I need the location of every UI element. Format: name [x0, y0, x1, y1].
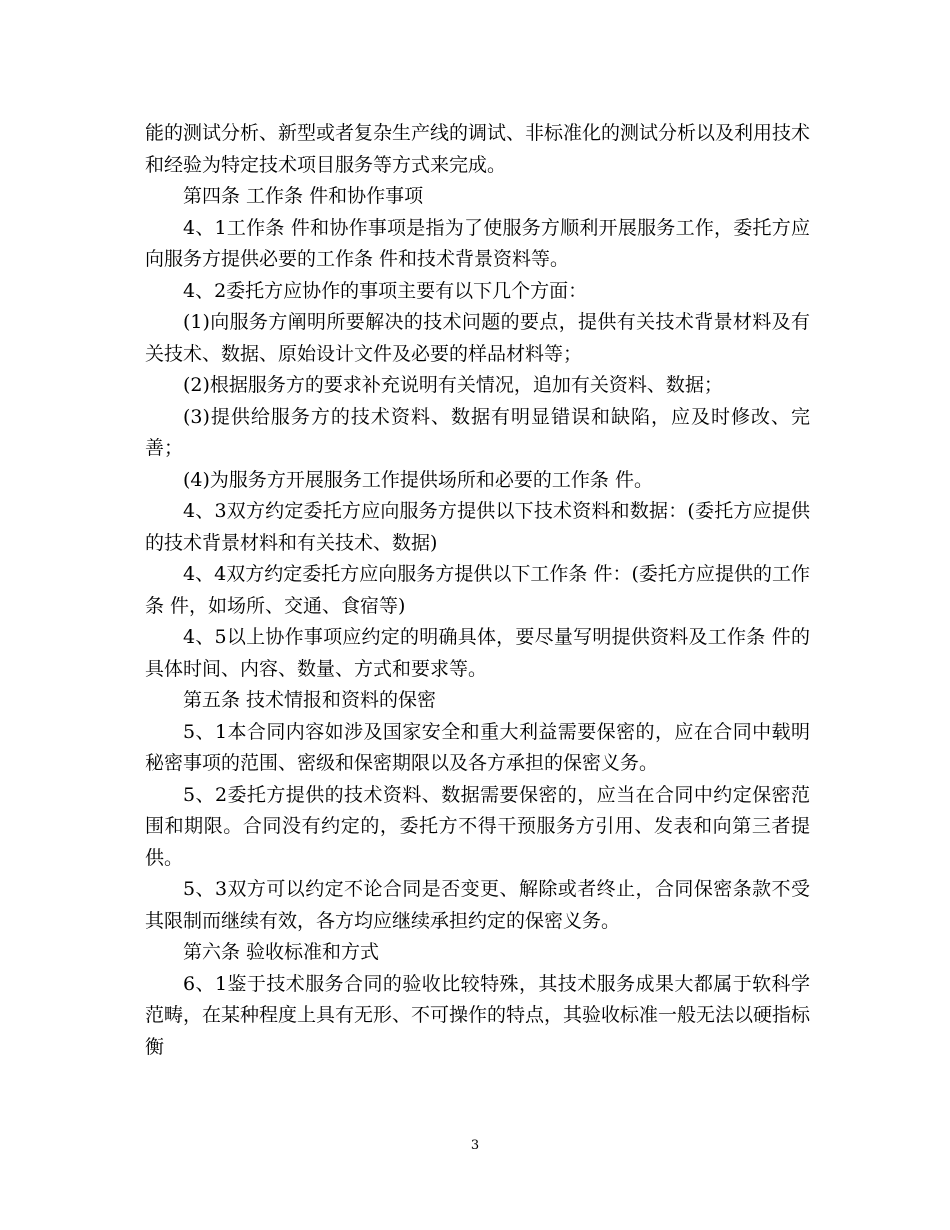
clause-4-3: 4、3双方约定委托方应向服务方提供以下技术资料和数据：(委托方应提供的技术背景材料和有关技术、数据)	[145, 500, 810, 554]
clause-4-4: 4、4双方约定委托方应向服务方提供以下工作条 件：(委托方应提供的工作条 件，如场所、交通、食宿等)	[145, 563, 810, 617]
list-item-2: (2)根据服务方的要求补充说明有关情况，追加有关资料、数据；	[183, 374, 723, 396]
article-heading-5: 第五条 技术情报和资料的保密	[183, 689, 437, 711]
list-item-4: (4)为服务方开展服务工作提供场所和必要的工作条 件。	[183, 468, 653, 491]
clause-4-1: 4、1工作条 件和协作事项是指为了使服务方顺利开展服务工作，委托方应向服务方提供必要的工作条 件和技术背景资料等。	[145, 216, 810, 270]
clause-6-1: 6、1鉴于技术服务合同的验收比较特殊，其技术服务成果大都属于软科学范畴，在某种程度上具有无形、不可操作的特点，其验收标准一般无法以硬指标衡	[145, 972, 811, 1058]
paragraph-continuation: 能的测试分析、新型或者复杂生产线的调试、非标准化的测试分析以及利用技术和经验为特定技术项目服务等方式来完成。	[145, 122, 811, 176]
clause-5-1: 5、1本合同内容如涉及国家安全和重大利益需要保密的，应在合同中载明秘密事项的范围、密级和保密期限以及各方承担的保密义务。	[145, 720, 810, 774]
clause-4-2: 4、2委托方应协作的事项主要有以下几个方面：	[183, 279, 588, 302]
article-heading-4: 第四条 工作条 件和协作事项	[183, 185, 424, 207]
clause-5-3: 5、3双方可以约定不论合同是否变更、解除或者终止，合同保密条款不受其限制而继续有效，各方均应继续承担约定的保密义务。	[145, 878, 810, 932]
page-number: 3	[470, 1138, 480, 1153]
clause-5-2: 5、2委托方提供的技术资料、数据需要保密的，应当在合同中约定保密范围和期限。合同没有约定的，委托方不得干预服务方引用、发表和向第三者提供。	[145, 783, 810, 869]
document-body	[145, 118, 810, 1063]
article-heading-6: 第六条 验收标准和方式	[183, 941, 380, 963]
list-item-1: (1)向服务方阐明所要解决的技术问题的要点，提供有关技术背景材料及有关技术、数据、原始设计文件及必要的样品材料等；	[145, 311, 810, 365]
list-item-3: (3)提供给服务方的技术资料、数据有明显错误和缺陷，应及时修改、完善；	[145, 405, 810, 459]
clause-4-5: 4、5以上协作事项应约定的明确具体，要尽量写明提供资料及工作条 件的具体时间、内容、数量、方式和要求等。	[145, 626, 810, 680]
